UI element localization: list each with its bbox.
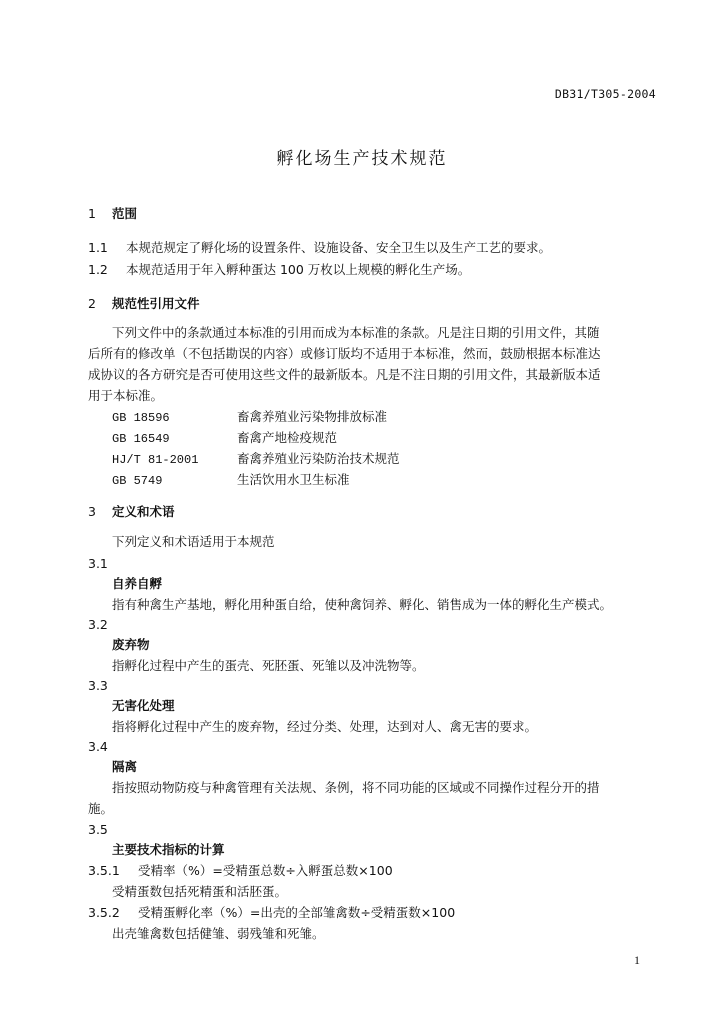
paragraph-line: 用于本标准。	[88, 388, 164, 403]
term-definition: 指孵化过程中产生的蛋壳、死胚蛋、死雏以及冲洗物等。	[112, 658, 425, 673]
section-intro: 下列定义和术语适用于本规范	[112, 534, 275, 549]
reference-code: GB 5749	[112, 474, 163, 488]
paragraph-line: 后所有的修改单（不包括勘误的内容）或修订版均不适用于本标准，然而，鼓励根据本标准达	[88, 346, 601, 361]
section-title: 范围	[111, 206, 137, 221]
reference-item	[112, 430, 337, 447]
formula-3-5-1	[88, 863, 393, 879]
term-title: 废弃物	[112, 637, 150, 652]
formula-number: 3.5.1	[88, 863, 120, 878]
clause-1-2	[88, 262, 470, 278]
formula-note: 出壳雏禽数包括健雏、弱残雏和死雏。	[112, 926, 325, 941]
formula-text: 受精率（%）=受精蛋总数÷入孵蛋总数×100	[137, 863, 393, 878]
clause-number: 1.1	[88, 240, 108, 255]
section-3-heading	[88, 504, 175, 520]
reference-code: GB 16549	[112, 432, 170, 446]
term-definition: 指有种禽生产基地，孵化用种蛋自给，使种禽饲养、孵化、销售成为一体的孵化生产模式。	[112, 597, 613, 612]
term-title: 隔离	[112, 759, 138, 774]
paragraph-line: 成协议的各方研究是否可使用这些文件的最新版本。凡是不注日期的引用文件，其最新版本适	[88, 367, 601, 382]
formula-number: 3.5.2	[88, 905, 120, 920]
term-number: 3.5	[88, 822, 108, 837]
document-id: DB31/T305-2004	[554, 87, 656, 101]
term-definition: 指将孵化过程中产生的废弃物，经过分类、处理，达到对人、禽无害的要求。	[112, 719, 538, 734]
paragraph-line: 下列文件中的条款通过本标准的引用而成为本标准的条款。凡是注日期的引用文件，其随	[112, 325, 600, 340]
reference-item	[112, 409, 387, 426]
clause-1-1	[88, 240, 551, 256]
reference-name: 畜禽养殖业污染物排放标准	[237, 409, 388, 424]
reference-code: GB 18596	[112, 411, 170, 425]
clause-text: 本规范规定了孵化场的设置条件、设施设备、安全卫生以及生产工艺的要求。	[125, 240, 551, 255]
clause-text: 本规范适用于年入孵种蛋达 100 万枚以上规模的孵化生产场。	[125, 262, 471, 277]
section-number: 1	[88, 206, 96, 221]
reference-item	[112, 451, 400, 468]
section-title: 规范性引用文件	[111, 296, 200, 311]
reference-code: HJ/T 81-2001	[112, 453, 199, 467]
section-2-heading	[88, 296, 200, 312]
section-number: 2	[88, 296, 96, 311]
section-title: 定义和术语	[111, 504, 175, 519]
formula-note: 受精蛋数包括死精蛋和活胚蛋。	[112, 884, 288, 899]
reference-name: 畜禽产地检疫规范	[237, 430, 338, 445]
term-title: 主要技术指标的计算	[112, 842, 225, 857]
term-number: 3.3	[88, 678, 108, 693]
formula-3-5-2	[88, 905, 455, 921]
term-title: 无害化处理	[112, 698, 175, 713]
reference-name: 生活饮用水卫生标准	[237, 472, 350, 487]
section-number: 3	[88, 504, 96, 519]
reference-item	[112, 472, 350, 489]
page-number: 1	[634, 953, 640, 967]
formula-text: 受精蛋孵化率（%）=出壳的全部雏禽数÷受精蛋数×100	[137, 905, 456, 920]
reference-name: 畜禽养殖业污染防治技术规范	[237, 451, 400, 466]
clause-number: 1.2	[88, 262, 108, 277]
term-number: 3.4	[88, 739, 108, 754]
document-title: 孵化场生产技术规范	[276, 149, 448, 169]
term-number: 3.1	[88, 556, 108, 571]
term-number: 3.2	[88, 617, 108, 632]
term-definition-cont: 施。	[88, 801, 114, 816]
term-definition: 指按照动物防疫与种禽管理有关法规、条例，将不同功能的区域或不同操作过程分开的措	[112, 780, 600, 795]
section-1-heading	[88, 206, 137, 222]
term-title: 自养自孵	[112, 576, 163, 591]
